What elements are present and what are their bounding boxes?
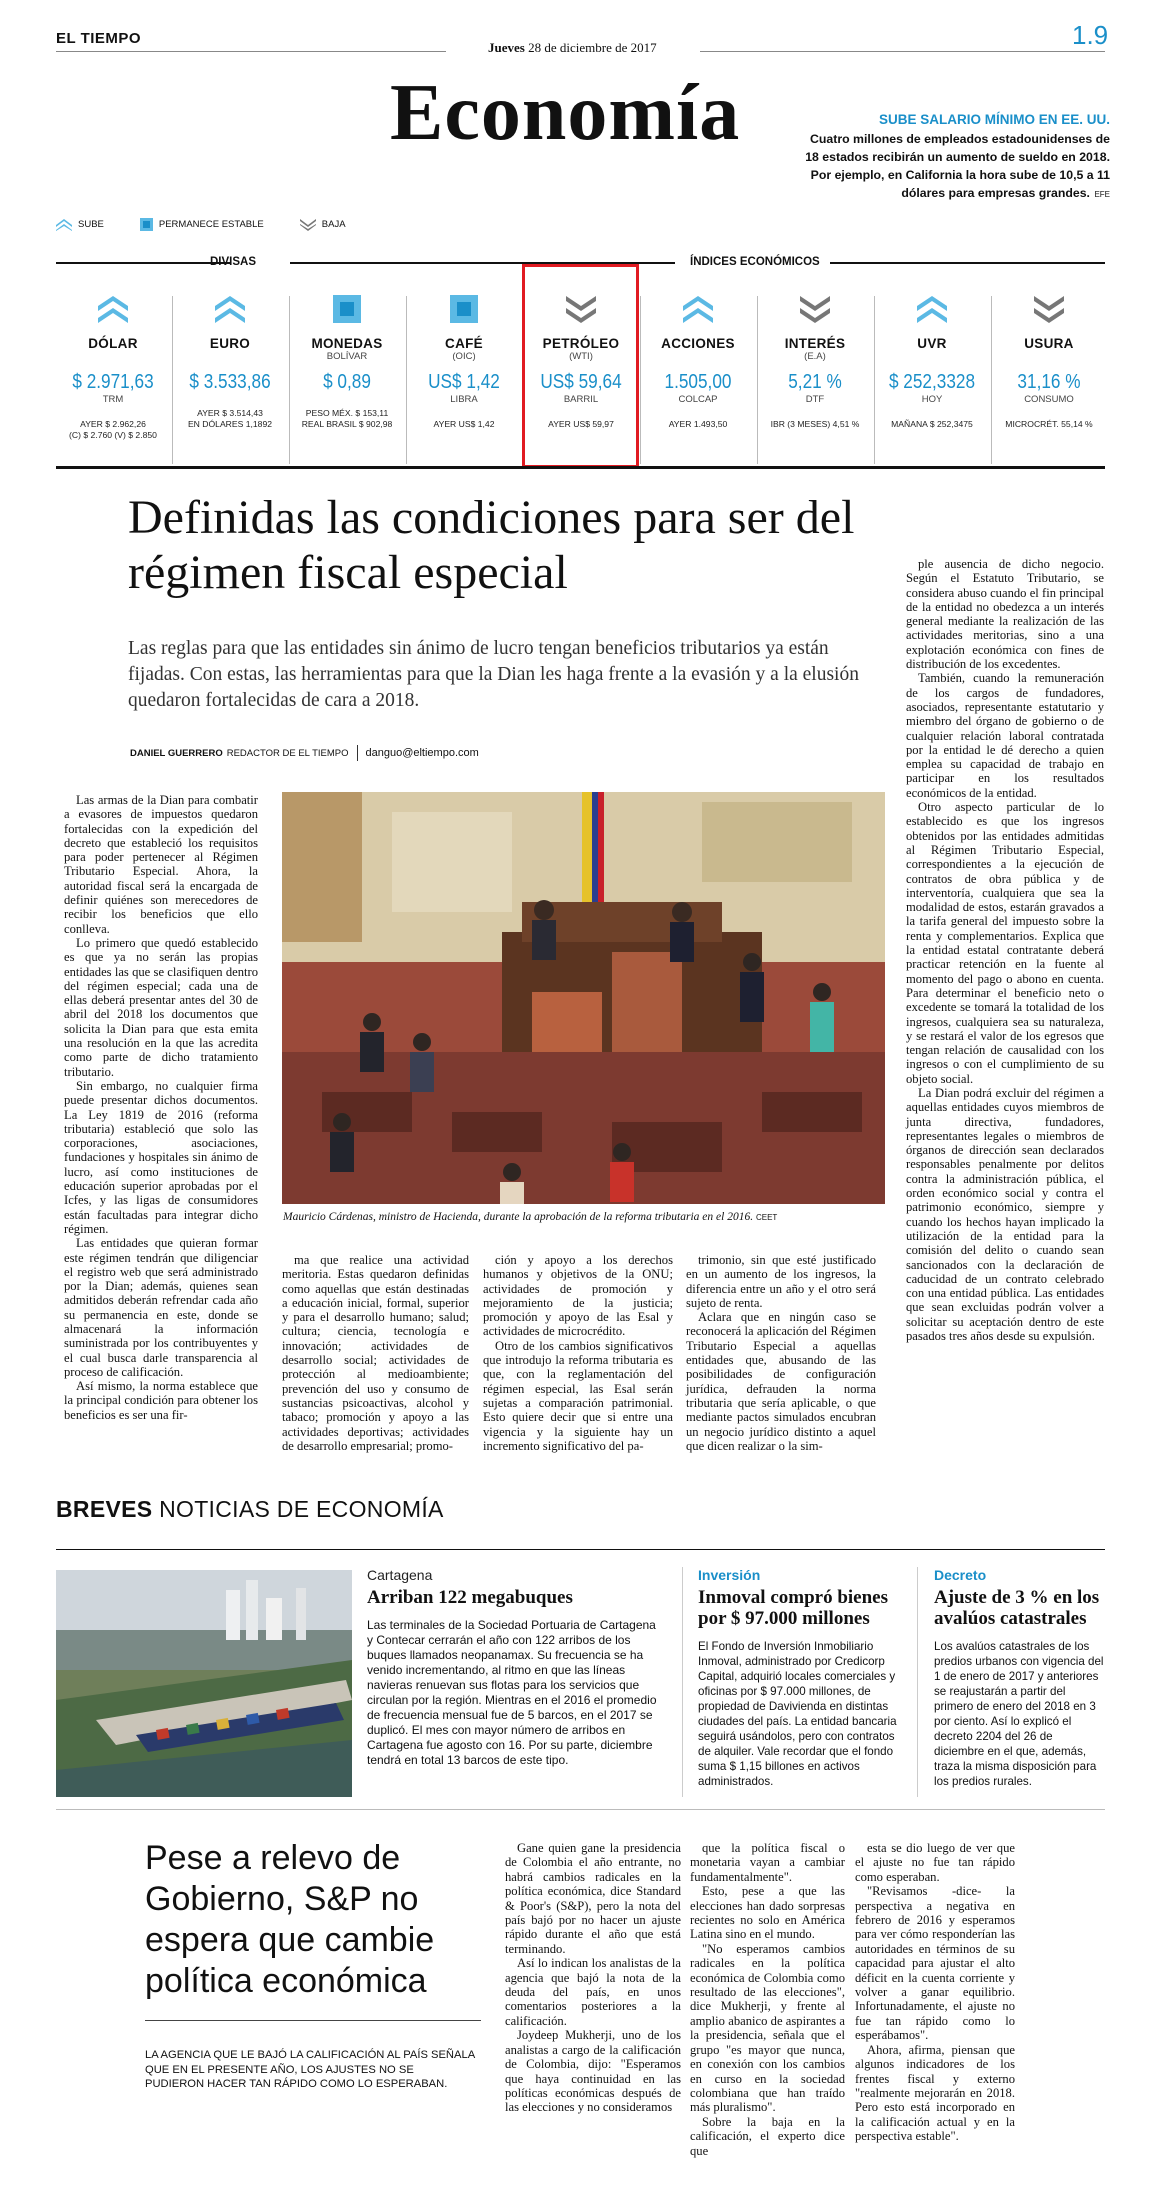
- up-icon: [213, 292, 247, 326]
- indicator-dólar: [58, 292, 168, 441]
- brief-title: Ajuste de 3 % en los avalúos catastrales: [934, 1587, 1100, 1629]
- indicator-value: $ 252,3328: [888, 371, 976, 393]
- indicator-previous-1: PESO MÉX. $ 153,11: [305, 408, 389, 418]
- paragraph: Las entidades que quieran formar este régimen tendrán que diligenciar el registro web que será administrado por la Dian; además, quienes sean admitidos deberán refrendar cada año su permanencia en este, donde se almacenará la información suministrada por los contribuyentes y el cual busca darle transparencia al proceso de calificación.: [64, 1236, 258, 1379]
- brief-section-label: Decreto: [934, 1567, 987, 1583]
- paragraph: ción y apoyo a los derechos humanos y objetivos de la ONU; actividades de promoción y mejoramiento de la justicia; promoción y apoyo de las Esal y actividades de microcrédito.: [483, 1253, 673, 1339]
- masthead-rule-left: [56, 51, 446, 52]
- section-title: Economía: [390, 69, 741, 157]
- legend-down: BAJA: [321, 219, 346, 230]
- brief-body: Las terminales de la Sociedad Portuaria de Cartagena y Contecar cerrarán el año con 122 arribos de los buques llamados neopanamax. Su frecuencia se ha venido incrementando, al ritmo en que las líneas navieras renuevan sus flotas para los servicios que circulan por la región. Mientras en el 2016 el promedio de frecuencia mensual fue de 5 barcos, en el 2017 se duplicó. El mes con mayor número de arribos en Cartagena fue agosto con 16. Por su parte, diciembre tendrá en total 13 barcos de este tipo.: [367, 1618, 657, 1767]
- issue-date: [488, 40, 657, 56]
- indicator-sublabel: [643, 351, 753, 363]
- main-col-3: [483, 1253, 673, 1453]
- paper-name: EL TIEMPO: [56, 30, 142, 47]
- indicator-previous-1: AYER $ 3.514,43: [197, 408, 263, 418]
- paragraph: Esto, pese a que las elecciones han dado sorpresas recientes no solo en América Latina sino en el mundo.: [690, 1884, 845, 1942]
- paragraph: Ahora, afirma, piensan que algunos indicadores de los frentes fiscal y externo "realmente mejorarán en 2018. Pero esto está incorporado en la calificación actual y en la perspectiva estable".: [855, 2042, 1015, 2144]
- indicator-name: PETRÓLEO: [542, 336, 620, 351]
- paragraph: "Revisamos -dice- la perspectiva a negativa en febrero de 2016 y esperamos para ver cómo responderían las autoridades en términos de su capacidad para ajustar el alto déficit en la cuenta corriente y volver a ganar equilibrio. Infortunadamente, el ajuste no fue tan rápido como lo esperábamos".: [855, 1884, 1015, 2043]
- indicator-unit: TRM: [102, 394, 124, 405]
- indicator-divider: [640, 296, 641, 464]
- paragraph: Otro aspecto particular de lo establecido es que los ingresos obtenidos por las entidades admitidas al Régimen Tributario Especial, correspondientes a la ejecución de contratos de obra pública y de interventoría, cualquiera que sea la modalidad de estos, estarán gravados a la tarifa general del impuesto sobre la renta y complementarios. Explica que la entidad estatal contratante deberá practicar retención en la fuente al momento del pago o abono en cuenta. Para determinar el beneficio neto o excedente se tomará la totalidad de los ingresos, cualquiera sea su naturaleza, y se restará el valor de los egresos que tengan relación de causalidad con los ingresos o con el cumplimiento de su objeto social.: [906, 800, 1104, 1086]
- issue-date-day: Jueves: [488, 40, 525, 55]
- port-photo: [56, 1570, 352, 1797]
- paragraph: Joydeep Mukherji, uno de los analistas a cargo de la calificación de Colombia, dijo: "Esperamos que haya continuidad en las políticas económicas después de las elecciones y no consideramos: [505, 2028, 681, 2115]
- author-email[interactable]: danguo@eltiempo.com: [365, 747, 479, 759]
- second-headline: Pese a relevo de Gobierno, S&P no espera que cambie política económica: [145, 1839, 435, 2000]
- indicator-unit: BARRIL: [563, 394, 599, 405]
- trend-legend: [56, 218, 346, 231]
- indicator-divider: [289, 296, 290, 464]
- indicator-value: $ 3.533,86: [189, 371, 271, 393]
- briefs-rule: [56, 1549, 1105, 1550]
- indicator-divider: [991, 296, 992, 464]
- paragraph: que la política fiscal o monetaria vayan a cambiar fundamentalmente".: [690, 1841, 845, 1884]
- main-col-4: [686, 1253, 876, 1453]
- indicator-previous: [643, 419, 753, 430]
- teaser-credit: EFE: [1094, 190, 1110, 199]
- indicator-unit: CONSUMO: [1024, 394, 1074, 405]
- brief-body: Los avalúos catastrales de los predios urbanos con vigencia del 1 de enero de 2017 y anteriores se reajustarán a partir del primero de enero del 2018 en 3 por ciento. Así lo explicó el decreto 2204 del 26 de diciembre en el que, además, traza la misma disposición para los predios rurales.: [934, 1640, 1104, 1788]
- brief-section-label: Cartagena: [367, 1567, 433, 1583]
- indicators-top-rule-left: [56, 262, 231, 264]
- divisas-header: DIVISAS: [210, 256, 257, 268]
- down-icon: [798, 292, 832, 326]
- stable-icon: [447, 292, 481, 326]
- issue-date-rest: 28 de diciembre de 2017: [528, 40, 657, 55]
- indicator-divider: [172, 296, 173, 464]
- indicator-value: 31,16 %: [1017, 371, 1081, 393]
- indicator-previous: [409, 419, 519, 430]
- indicator-euro: [175, 292, 285, 430]
- up-icon: [56, 219, 72, 231]
- stable-icon: [330, 292, 364, 326]
- indicator-unit: COLCAP: [678, 394, 718, 405]
- indicator-sublabel: [58, 351, 168, 363]
- indicator-previous-2: REAL BRASIL $ 902,98: [301, 419, 393, 429]
- paragraph: Sin embargo, no cualquier firma puede presentar dichos documentos. La Ley 1819 de 2016 (reforma tributaria) estableció que solo las corporaciones, asociaciones, fundaciones y hospitales sin ánimo de lucro, así como instituciones de educación superior aprobadas por el Icfes, y las ligas de consumidores están facultadas para integrar dicho régimen.: [64, 1078, 258, 1236]
- paragraph: "No esperamos cambios radicales en la política económica de Colombia como resultado de las elecciones", dice Mukherji, y frente al amplio abanico de aspirantes a la presidencia, señala que el grupo "es mayor que nunca, en conexión con los cambios en curso en la sociedad colombiana que han traído más pluralismo".: [690, 1941, 845, 2115]
- indicator-value: $ 2.971,63: [72, 371, 154, 393]
- brief-section-label: Inversión: [698, 1567, 761, 1583]
- paragraph: Otro de los cambios significativos que introdujo la reforma tributaria es que, con la reglamentación del régimen especial, las Esal serán sujetas a comparación patrimonial. Esto quiere decir que si entre una vigencia y la siguiente hay un incremento significativo del pa-: [483, 1338, 673, 1453]
- indicator-name: UVR: [917, 336, 947, 351]
- indicator-sublabel: BOLÍVAR: [326, 351, 368, 362]
- briefs-bottom-rule: [56, 1809, 1105, 1810]
- indicator-sublabel: [175, 351, 285, 363]
- indicator-name: CAFÉ: [445, 336, 483, 351]
- byline: [130, 745, 479, 761]
- indicators-top-rule-right: [830, 262, 1105, 264]
- indicator-sublabel: (WTI): [569, 351, 593, 362]
- teaser-text: Cuatro millones de empleados estadounidenses de 18 estados recibirán un aumento de sueldo en 2018. Por ejemplo, en California la hora sube de 10,5 a 11 dólares para empresas grandes.: [805, 132, 1110, 200]
- indicator-previous-1: AYER 1.493,50: [668, 419, 728, 429]
- main-col-5: [906, 557, 1104, 1343]
- paragraph: Gane quien gane la presidencia de Colombia el año entrante, no habrá cambios radicales en la política económica, dice Standard & Poor's (S&P), pero la nota del país bajó por no hacer un ajuste rápido durante el año que está terminando.: [505, 1841, 681, 1956]
- indicator-divider: [874, 296, 875, 464]
- indicator-previous-2: (C) $ 2.760 (V) $ 2.850: [69, 430, 157, 440]
- brief-cartagena: [367, 1567, 657, 1768]
- indicator-uvr: [877, 292, 987, 430]
- indicator-previous-1: AYER US$ 1,42: [433, 419, 495, 429]
- indicator-sublabel: [877, 351, 987, 363]
- indicator-divider: [406, 296, 407, 464]
- indicator-acciones: [643, 292, 753, 430]
- up-icon: [915, 292, 949, 326]
- indicator-name: INTERÉS: [784, 336, 846, 351]
- oil-highlight-box: [522, 264, 639, 468]
- up-icon: [681, 292, 715, 326]
- stable-icon: [140, 218, 153, 231]
- second-col-3: [855, 1841, 1015, 2144]
- photo-credit: CEET: [755, 1213, 778, 1222]
- second-col-1: [505, 1841, 681, 2115]
- page-number: 1.9: [1072, 20, 1109, 50]
- paragraph: ple ausencia de dicho negocio. Según el Estatuto Tributario, se considera abuso cuando el fin principal de la entidad no obedezca a un interés general mediante la realización de las actividades meritorias, sino a una explotación económica con fines de distribución de los excedentes.: [906, 557, 1104, 672]
- port-image: [56, 1570, 352, 1797]
- brief-decreto: [934, 1567, 1106, 1789]
- indicator-café: [409, 292, 519, 430]
- main-dek: Las reglas para que las entidades sin ánimo de lucro tengan beneficios tributarios ya están fijadas. Con estas, las herramientas para que la Dian les haga frente a la evasión y a la elusión quedaron fortalecidas de cara a 2018.: [128, 638, 859, 711]
- down-icon: [1032, 292, 1066, 326]
- indicator-name: USURA: [1024, 336, 1074, 351]
- indicator-previous: [994, 419, 1104, 430]
- indicator-value: US$ 59,64: [540, 371, 622, 393]
- indicator-value: $ 0,89: [323, 371, 371, 393]
- teaser: [800, 112, 1110, 202]
- congress-photo: [282, 792, 885, 1204]
- indicator-sublabel: [994, 351, 1104, 363]
- briefs-header: [56, 1496, 444, 1523]
- brief-title: Inmoval compró bienes por $ 97.000 millones: [698, 1587, 888, 1629]
- paragraph: La Dian podrá excluir del régimen a aquellas entidades cuyos miembros de junta directiva, fundadores, representantes legales o miembros de órganos de dirección sean declarados responsables penalmente por delitos contra la administración pública, el orden económico social y contra el patrimonio económico, siempre y cuando los hechos hayan implicado la utilización de la entidad para la comisión del delito o cuando sean sancionados con la declaración de caducidad de un contrato celebrado con una entidad pública. Las entidades que sean excluidas podrán volver a solicitar su aceptación dentro de este pasados tres años desde su expulsión.: [906, 1085, 1104, 1344]
- author-name: DANIEL GUERRERO: [130, 747, 223, 759]
- indicator-previous-1: AYER $ 2.962,26: [80, 419, 146, 429]
- paragraph: trimonio, sin que esté justificado en un aumento de los ingresos, la diferencia entre un año y el otro será sujeto de renta.: [686, 1253, 876, 1310]
- down-icon: [300, 219, 316, 231]
- indicator-previous-1: MAÑANA $ 252,3475: [891, 419, 973, 429]
- byline-divider: [357, 745, 358, 761]
- indicator-sublabel: (E.A): [804, 351, 826, 362]
- indicator-previous: [175, 408, 285, 430]
- paragraph: Lo primero que quedó establecido es que ya no serán las propias entidades las que se clasifiquen dentro del régimen especial; cada una de ellas deberá presentar antes del 30 de abril del 2018 los documentos que solicita la Dian para que esta emita una resolución en la que las acredita como parte de dicho tratamiento tributario.: [64, 935, 258, 1079]
- indicator-previous-1: AYER US$ 59,97: [548, 419, 614, 429]
- paragraph: Así mismo, la norma establece que la principal condición para obtener los beneficios es ser una fir-: [64, 1379, 258, 1422]
- indicator-previous: [292, 408, 402, 430]
- brief-body: El Fondo de Inversión Inmobiliario Inmoval, administrado por Credicorp Capital, adquirió locales comerciales y oficinas por $ 97.000 millones, de propiedad de Davivienda en distintas ciudades del país. La entidad bancaria seguirá usándolos, pero con contratos de alquiler. Vale recordar que el fondo suma $ 1,15 billones en activos administrados.: [698, 1640, 897, 1788]
- brief-inversion: [698, 1567, 898, 1789]
- main-col-1: [64, 793, 258, 1422]
- second-lede-rule: [145, 2020, 481, 2021]
- up-icon: [96, 292, 130, 326]
- paragraph: Las armas de la Dian para combatir a evasores de impuestos quedaron fortalecidas con la expedición del decreto que estableció los requisitos para poder pertenecer al Régimen Tributario Especial. Ahora, la autoridad fiscal será la encargada de definir quiénes son merecedores de recibir los beneficios que ello conlleva.: [64, 793, 258, 936]
- indicators-bottom-rule: [56, 466, 1105, 469]
- brief-divider-1: [682, 1567, 683, 1797]
- indicator-name: MONEDAS: [311, 336, 383, 351]
- paragraph: También, cuando la remuneración de los cargos de fundadores, asociados, representante estatutario y miembro del órgano de gobierno o de cualquier relación laboral contratada por la entidad le dé derecho a quien emplea su capacidad de trabajo en participar en los resultados económicos de la entidad.: [906, 671, 1104, 800]
- indicator-previous: [877, 419, 987, 430]
- paragraph: Así lo indican los analistas de la agencia que bajó la nota de la deuda del país, en unos comentarios posteriores a la calificación.: [505, 1956, 681, 2028]
- paragraph: Sobre la baja en la calificación, el experto dice que: [690, 2114, 845, 2158]
- indicator-unit: LIBRA: [450, 394, 478, 405]
- indicator-previous-2: EN DÓLARES 1,1892: [187, 419, 273, 429]
- legend-stable: PERMANECE ESTABLE: [158, 219, 264, 230]
- indicator-monedas: [292, 292, 402, 430]
- author-role: REDACTOR DE EL TIEMPO: [226, 747, 349, 759]
- second-lede: LA AGENCIA QUE LE BAJÓ LA CALIFICACIÓN AL PAÍS SEÑALA QUE EN EL PRESENTE AÑO, LOS AJUSTES NO SE PUDIERON HACER TAN RÁPIDO COMO LO ESPERABAN.: [145, 2049, 475, 2090]
- indices-header: ÍNDICES ECONÓMICOS: [690, 256, 820, 268]
- indicator-divider: [757, 296, 758, 464]
- briefs-header-rest: NOTICIAS DE ECONOMÍA: [159, 1496, 444, 1522]
- photo-caption: [283, 1211, 777, 1223]
- article-photo: [282, 792, 885, 1204]
- indicator-value: 1.505,00: [664, 371, 732, 393]
- indicator-sublabel: (OIC): [452, 351, 476, 362]
- briefs-header-bold: BREVES: [56, 1496, 153, 1522]
- indicator-previous: [58, 419, 168, 441]
- indicator-previous: [760, 419, 870, 430]
- teaser-title: SUBE SALARIO MÍNIMO EN EE. UU.: [878, 112, 1110, 127]
- indicator-value: US$ 1,42: [428, 371, 500, 393]
- indicator-previous-1: MICROCRÉT. 55,14 %: [1005, 419, 1093, 429]
- indicator-name: EURO: [209, 336, 251, 351]
- brief-divider-2: [917, 1567, 918, 1797]
- indicator-value: 5,21 %: [788, 371, 842, 393]
- indicator-previous-1: IBR (3 MESES) 4,51 %: [770, 419, 860, 429]
- photo-caption-text: Mauricio Cárdenas, ministro de Hacienda, durante la aprobación de la reforma tributaria en el 2016.: [283, 1211, 754, 1223]
- legend-up: SUBE: [78, 219, 104, 230]
- main-col-2: [282, 1253, 469, 1453]
- paragraph: Aclara que en ningún caso se reconocerá la aplicación del Régimen Tributario Especial a aquellas entidades que, abusando de las posibilidades de configuración jurídica, defrauden la norma tributaria que sería aplicable, o que mediante pactos simulados encubran un negocio jurídico distinto a aquel que dicen realizar o la sim-: [686, 1310, 876, 1453]
- paragraph: ma que realice una actividad meritoria. Estas quedaron definidas como aquellas que están destinadas a educación inicial, formal, superior y para el desarrollo humano; salud; cultura; ciencia, tecnología e innovación; actividades de desarrollo social; actividades de protección al medioambiente; prevención del uso y consumo de sustancias psicoactivas, alcohol y tabaco; promoción y apoyo a las actividades deportivas; actividades de desarrollo empresarial; promo-: [282, 1253, 469, 1453]
- paragraph: esta se dio luego de ver que el ajuste no fue tan rápido como esperaban.: [855, 1841, 1015, 1884]
- indicator-unit: DTF: [805, 394, 825, 405]
- indicator-usura: [994, 292, 1104, 430]
- masthead-rule-right: [700, 51, 1105, 52]
- indicator-name: ACCIONES: [661, 336, 735, 351]
- indicator-name: DÓLAR: [88, 336, 138, 351]
- main-headline: Definidas las condiciones para ser del régimen fiscal especial: [128, 491, 855, 599]
- brief-title: Arriban 122 megabuques: [367, 1587, 573, 1608]
- indicator-interés: [760, 292, 870, 430]
- indicator-unit: HOY: [921, 394, 943, 405]
- second-col-2: [690, 1841, 845, 2158]
